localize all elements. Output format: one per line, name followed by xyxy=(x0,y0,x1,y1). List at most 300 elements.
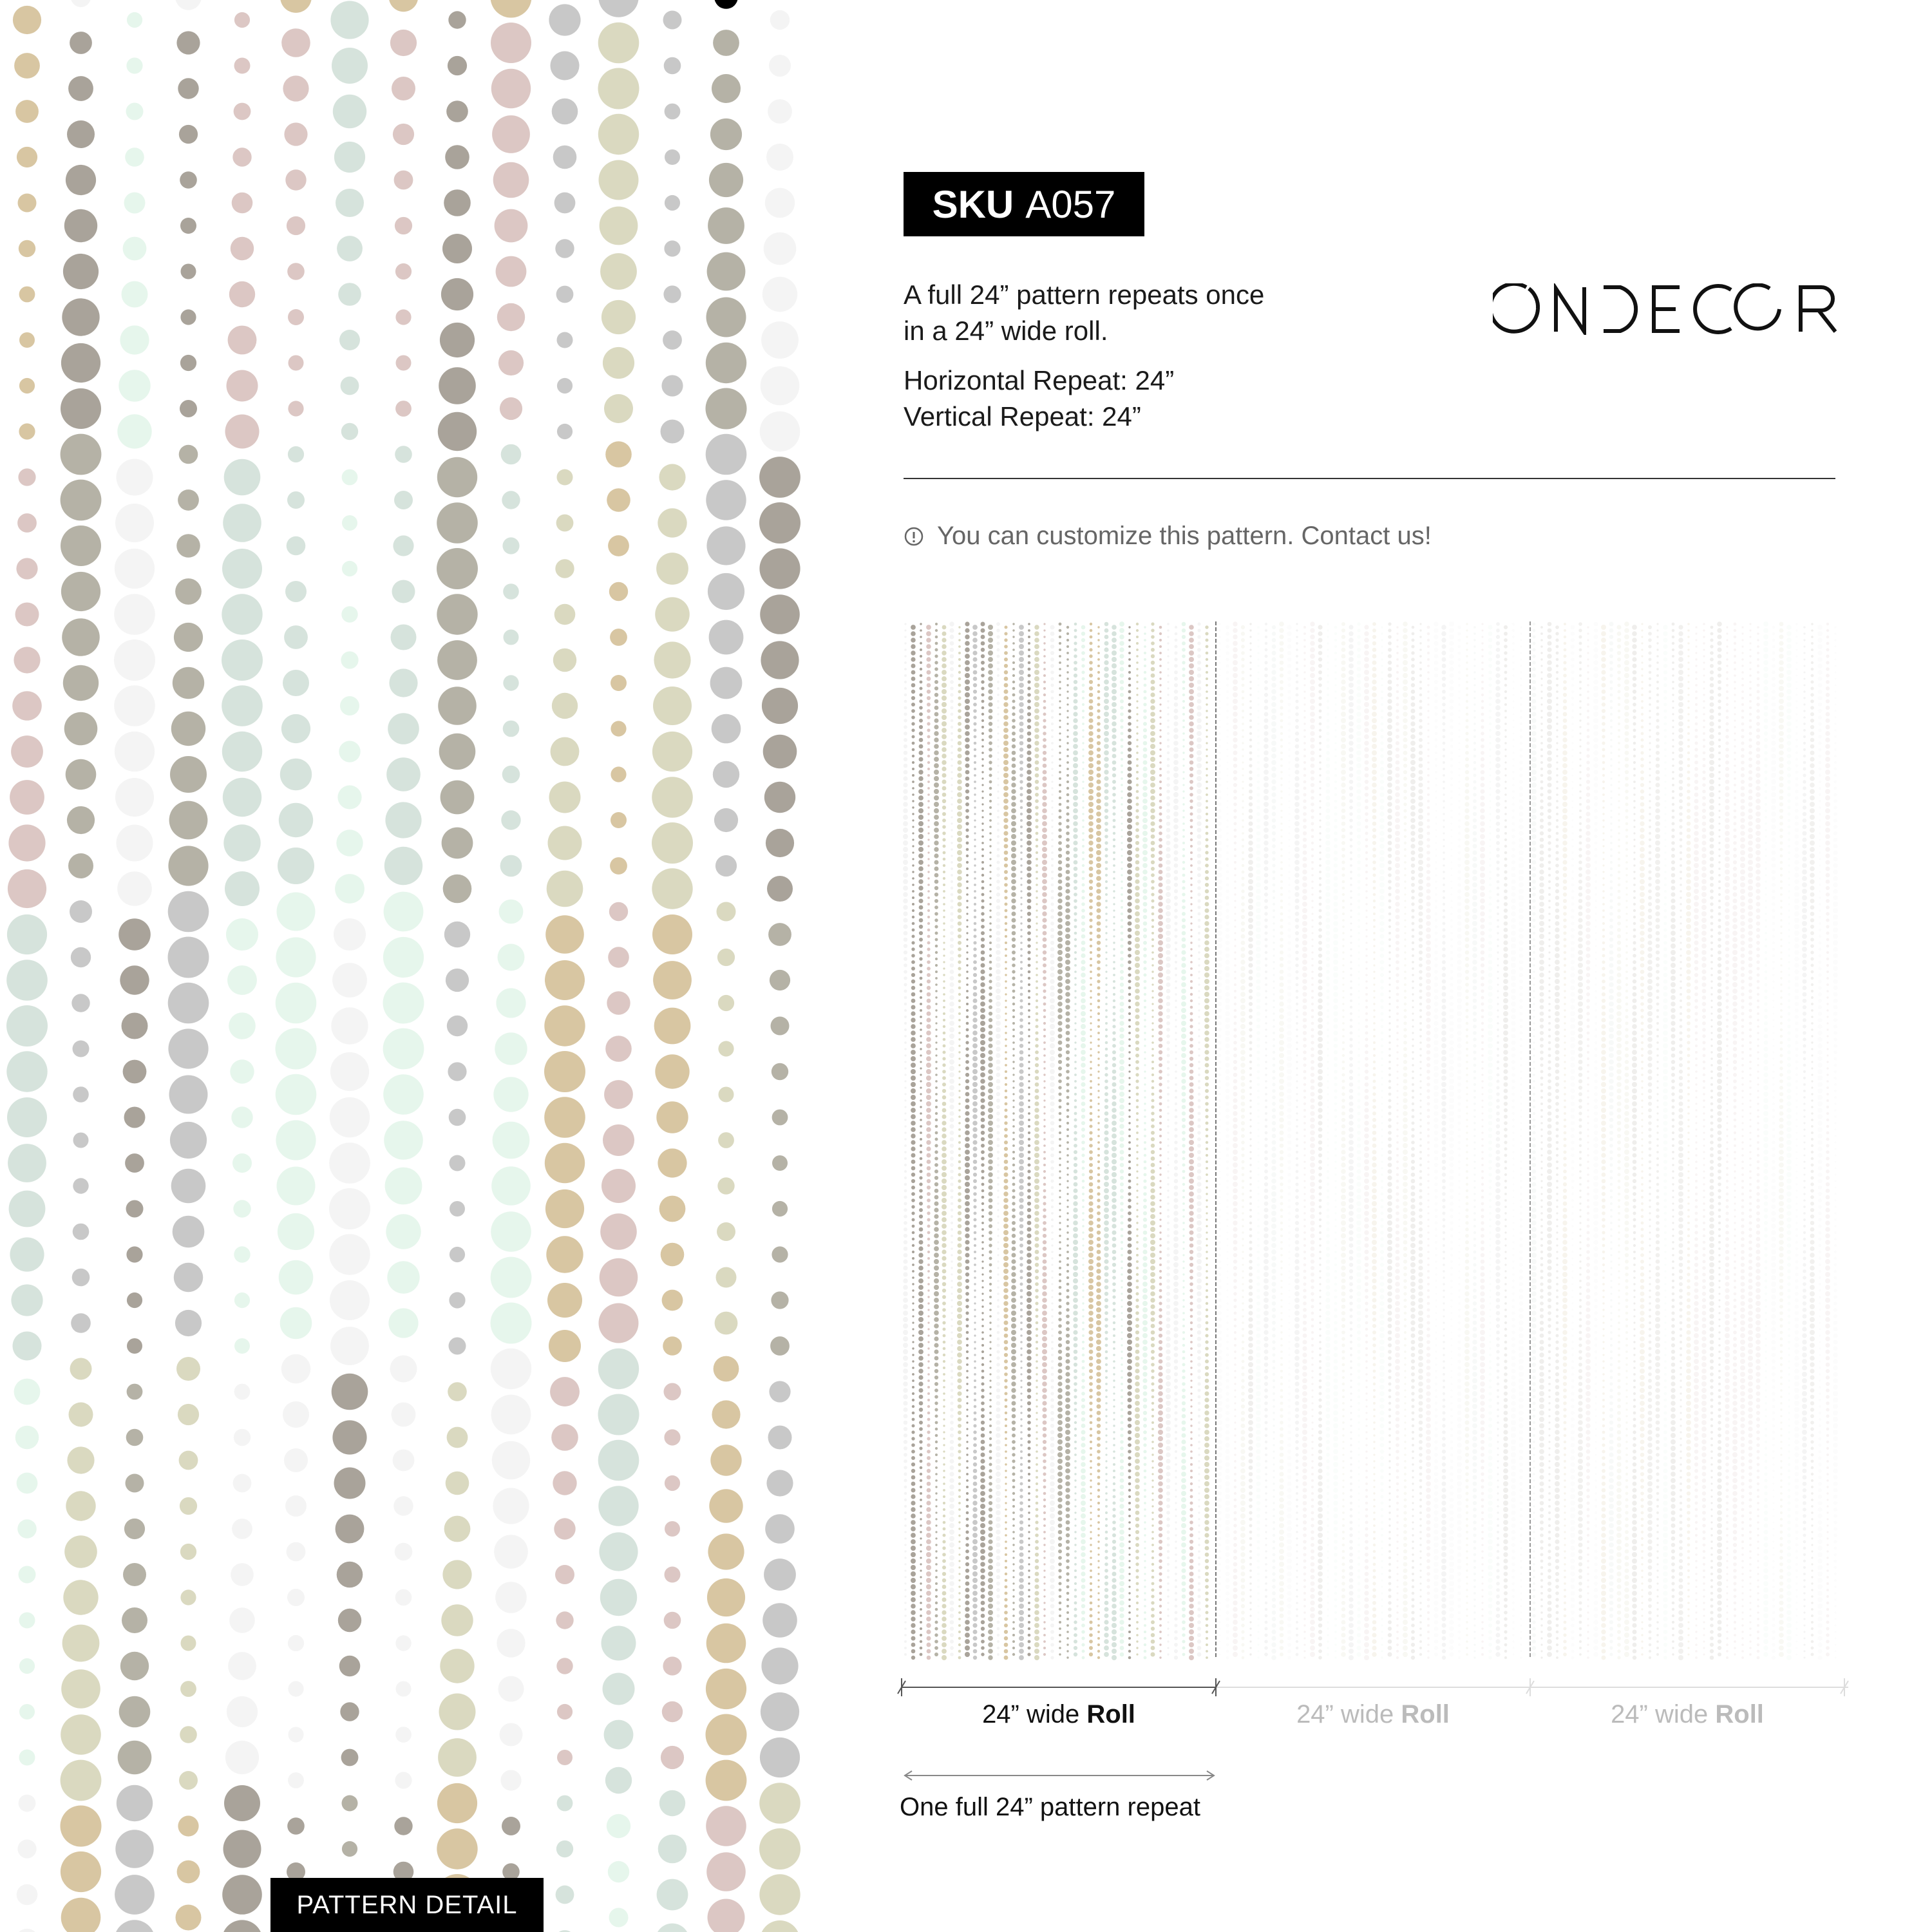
pattern-dot xyxy=(175,1310,202,1336)
roll-width-measure xyxy=(895,1674,1855,1700)
pattern-dot xyxy=(118,370,150,401)
pattern-dot xyxy=(63,665,99,701)
pattern-dot xyxy=(656,553,688,585)
pattern-dot xyxy=(394,171,413,190)
pattern-dot xyxy=(19,1704,35,1719)
pattern-dot xyxy=(766,144,793,171)
pattern-dot xyxy=(544,1097,585,1138)
ondecor-logo xyxy=(1493,283,1837,335)
pattern-dot xyxy=(117,459,153,496)
pattern-dot xyxy=(340,1702,359,1721)
pattern-dot xyxy=(284,625,308,649)
pattern-dot xyxy=(69,1403,93,1427)
pattern-dot xyxy=(179,445,198,464)
pattern-dot xyxy=(169,801,208,840)
pattern-dot xyxy=(706,434,747,475)
pattern-dot xyxy=(61,1898,101,1932)
pattern-dot xyxy=(607,488,630,512)
pattern-dot xyxy=(70,900,92,923)
pattern-dot xyxy=(19,1613,35,1629)
pattern-dot xyxy=(178,1815,198,1836)
pattern-dot xyxy=(761,366,800,406)
pattern-dot xyxy=(176,1905,202,1931)
pattern-dot xyxy=(168,937,209,978)
pattern-dot xyxy=(61,434,102,475)
pattern-dot xyxy=(169,1075,208,1114)
pattern-dot xyxy=(337,236,363,261)
pattern-dot xyxy=(438,687,477,725)
pattern-dot xyxy=(14,53,40,79)
pattern-dot xyxy=(72,1269,90,1287)
pattern-dot xyxy=(446,969,469,992)
pattern-dot xyxy=(234,1384,251,1400)
pattern-dot xyxy=(450,1155,466,1171)
pattern-dot xyxy=(67,1446,94,1473)
pattern-dot xyxy=(330,1280,370,1320)
pattern-dot xyxy=(234,1246,250,1262)
pattern-dot xyxy=(114,1920,155,1932)
pattern-dot xyxy=(554,1518,575,1539)
pattern-dot xyxy=(231,1106,252,1128)
pattern-dot xyxy=(449,1109,466,1126)
pattern-dot xyxy=(115,1875,155,1915)
pattern-dot xyxy=(66,1491,95,1520)
pattern-dot xyxy=(437,1783,477,1823)
pattern-dot xyxy=(556,515,574,532)
pattern-dot xyxy=(180,1726,197,1743)
pattern-dot xyxy=(174,623,203,652)
pattern-dot xyxy=(654,1008,691,1045)
pattern-dot xyxy=(15,100,39,123)
pattern-dot xyxy=(710,118,742,150)
pattern-dot xyxy=(287,1542,306,1562)
pattern-dot xyxy=(762,277,797,312)
pattern-dot xyxy=(556,1658,573,1674)
pattern-dot xyxy=(555,559,574,578)
pattern-dot xyxy=(605,1036,632,1062)
roll-label-1: 24” wide Roll xyxy=(902,1700,1216,1729)
pattern-dot xyxy=(442,1560,471,1589)
pattern-dot xyxy=(120,1652,149,1680)
pattern-dot xyxy=(288,446,304,462)
pattern-dot xyxy=(653,687,692,725)
pattern-dot xyxy=(440,781,475,815)
pattern-dot xyxy=(491,1303,532,1344)
pattern-dot xyxy=(287,1817,305,1835)
pattern-dot xyxy=(288,309,304,325)
pattern-dot xyxy=(62,298,99,336)
pattern-dot xyxy=(439,367,476,404)
pattern-dot xyxy=(19,378,35,393)
pattern-dot xyxy=(392,1403,416,1427)
pattern-dot xyxy=(497,1629,525,1657)
pattern-dot xyxy=(277,893,316,931)
pattern-dot xyxy=(115,732,155,772)
pattern-dot xyxy=(17,147,37,167)
pattern-dot xyxy=(444,189,471,216)
pattern-dot xyxy=(438,1738,477,1777)
pattern-dot xyxy=(123,1563,146,1586)
pattern-dot xyxy=(715,1312,738,1335)
pattern-dot xyxy=(279,1260,314,1295)
pattern-dot xyxy=(222,549,262,589)
pattern-dot xyxy=(761,1692,799,1731)
pattern-dot xyxy=(337,785,361,809)
pattern-dot xyxy=(552,99,578,125)
pattern-dot xyxy=(600,1213,637,1250)
pattern-dot xyxy=(709,1489,743,1522)
pattern-dot xyxy=(383,1028,424,1070)
pattern-dot xyxy=(73,1133,89,1148)
pattern-dot xyxy=(341,423,358,440)
pattern-dot xyxy=(288,1681,303,1696)
pattern-dot xyxy=(232,193,253,214)
pattern-dot xyxy=(336,189,364,217)
pattern-dot xyxy=(551,737,580,766)
pattern-dot xyxy=(395,309,411,325)
pattern-dot xyxy=(762,688,798,724)
pattern-dot xyxy=(233,1474,252,1493)
pattern-dot xyxy=(556,1841,573,1857)
pattern-dot xyxy=(598,1486,638,1526)
pattern-dot xyxy=(335,874,365,904)
pattern-dot xyxy=(438,412,477,451)
pattern-dot xyxy=(600,1258,638,1297)
pattern-dot xyxy=(229,1012,256,1039)
pattern-dot xyxy=(170,1122,207,1159)
sku-key: SKU xyxy=(933,182,1014,227)
pattern-dot xyxy=(549,782,581,813)
pattern-dot xyxy=(767,876,793,902)
pattern-dot xyxy=(500,1770,521,1790)
pattern-dot xyxy=(551,1424,578,1451)
pattern-dot xyxy=(340,696,359,715)
pattern-dot xyxy=(556,1886,574,1904)
pattern-dot xyxy=(122,281,148,308)
pattern-dot xyxy=(127,1338,142,1354)
pattern-dot xyxy=(717,1177,734,1194)
pattern-dot xyxy=(392,580,415,603)
pattern-dot xyxy=(708,207,744,244)
pattern-dot xyxy=(498,944,525,971)
pattern-dot xyxy=(223,1830,261,1868)
pattern-dot xyxy=(71,947,91,967)
pattern-dot xyxy=(336,1515,365,1544)
pattern-dot xyxy=(332,1374,368,1410)
pattern-dot xyxy=(718,1041,734,1056)
pattern-dot xyxy=(180,1544,196,1560)
pattern-dot xyxy=(769,1381,790,1402)
pattern-dot xyxy=(661,1243,685,1267)
pattern-dot xyxy=(445,145,469,169)
pattern-dot xyxy=(225,415,260,449)
pattern-dot xyxy=(449,1338,466,1355)
pattern-dot xyxy=(601,300,636,334)
pattern-dot xyxy=(557,1704,573,1719)
pattern-dot xyxy=(652,822,693,864)
pattern-dot xyxy=(6,960,48,1001)
pattern-dot xyxy=(127,1384,143,1400)
pattern-dot xyxy=(179,1771,198,1790)
pattern-dot xyxy=(706,1714,747,1756)
pattern-dot xyxy=(115,1830,153,1868)
pattern-dot xyxy=(718,1132,734,1148)
pattern-dot xyxy=(383,983,424,1024)
pattern-dot xyxy=(114,685,155,726)
pattern-dot xyxy=(174,1263,203,1292)
pattern-dot xyxy=(603,1124,634,1156)
pattern-dot xyxy=(498,1676,524,1702)
pattern-dot xyxy=(665,1475,680,1491)
pattern-dot xyxy=(393,124,414,145)
pattern-dot xyxy=(393,1450,415,1472)
pattern-dot xyxy=(73,1041,90,1057)
pattern-dot xyxy=(662,1290,683,1311)
pattern-dot xyxy=(334,1468,366,1499)
pattern-dot xyxy=(71,0,91,7)
pattern-dot xyxy=(124,1107,146,1128)
pattern-dot xyxy=(181,264,196,279)
pattern-dot xyxy=(655,1054,689,1088)
pattern-dot xyxy=(491,69,531,108)
pattern-dot xyxy=(706,1852,746,1891)
pattern-dot xyxy=(126,1429,144,1446)
pattern-dot xyxy=(61,526,101,566)
pattern-dot xyxy=(338,283,361,306)
repeat-specs xyxy=(904,363,1354,435)
pattern-dot xyxy=(599,1532,638,1571)
pattern-dot xyxy=(500,1723,523,1747)
pattern-dot xyxy=(772,1110,788,1126)
pattern-dot xyxy=(16,558,37,579)
pattern-dot xyxy=(342,469,358,486)
pattern-dot xyxy=(662,1701,683,1722)
pattern-dot xyxy=(665,1567,681,1583)
pattern-dot xyxy=(73,1224,90,1240)
pattern-dot xyxy=(284,1448,308,1472)
pattern-dot xyxy=(448,56,467,75)
pattern-dot xyxy=(611,812,627,828)
pattern-dot xyxy=(127,12,142,28)
pattern-dot xyxy=(658,1835,687,1864)
pattern-dot xyxy=(442,828,473,859)
pattern-dot xyxy=(763,735,797,769)
pattern-dot xyxy=(394,491,413,509)
pattern-dot xyxy=(339,741,360,762)
pattern-dot xyxy=(117,414,151,448)
pattern-dot xyxy=(64,209,97,242)
pattern-dot xyxy=(501,444,522,465)
roll-1 xyxy=(903,621,1209,1660)
pattern-dot xyxy=(228,326,257,355)
pattern-dot xyxy=(665,104,681,120)
pattern-dot xyxy=(437,502,478,544)
pattern-dot xyxy=(762,1603,797,1638)
pattern-dot xyxy=(491,1395,531,1435)
pattern-dot xyxy=(663,285,681,303)
pattern-dot xyxy=(15,1426,39,1450)
horizontal-repeat: Horizontal Repeat: 24” xyxy=(904,363,1354,399)
pattern-dot xyxy=(610,629,627,646)
pattern-dot xyxy=(600,1579,637,1616)
pattern-dot xyxy=(607,991,630,1014)
pattern-dot xyxy=(280,0,312,13)
pattern-dot xyxy=(124,1519,145,1539)
pattern-dot xyxy=(760,412,800,452)
pattern-dot xyxy=(117,871,152,906)
pattern-dot xyxy=(717,902,736,922)
pattern-dot xyxy=(760,594,800,634)
pattern-dot xyxy=(394,1817,412,1835)
pattern-dot xyxy=(8,824,45,861)
customize-note[interactable] xyxy=(904,522,1432,551)
pattern-dot xyxy=(278,1213,314,1250)
pattern-dot xyxy=(652,914,692,954)
pattern-dot xyxy=(709,620,744,655)
pattern-dot xyxy=(114,639,155,681)
pattern-dot xyxy=(658,508,687,537)
pattern-dot xyxy=(396,355,412,371)
pattern-dot xyxy=(334,142,365,173)
pattern-dot xyxy=(502,1817,520,1835)
pattern-dot xyxy=(384,892,424,932)
pattern-dot xyxy=(227,370,258,402)
pattern-dot xyxy=(491,1349,531,1389)
pattern-dot xyxy=(386,757,421,791)
pattern-dot xyxy=(384,1121,423,1160)
pattern-dot xyxy=(173,667,204,699)
pattern-dot xyxy=(386,1214,421,1249)
pattern-dot xyxy=(772,1246,788,1262)
pattern-dot xyxy=(496,988,526,1018)
pattern-dot xyxy=(444,922,470,947)
pattern-dot xyxy=(122,1607,147,1633)
pattern-dot xyxy=(549,4,580,35)
pattern-dot xyxy=(598,1349,639,1389)
pattern-dot xyxy=(395,1635,411,1651)
pattern-dot xyxy=(19,1795,36,1812)
pattern-detail-label: PATTERN DETAIL xyxy=(270,1878,544,1932)
pattern-dot xyxy=(557,332,573,348)
pattern-dot xyxy=(553,649,576,672)
pattern-dot xyxy=(447,1427,468,1448)
pattern-dot xyxy=(395,217,412,234)
pattern-dot xyxy=(443,875,472,904)
pattern-dot xyxy=(234,58,251,74)
pattern-dot xyxy=(494,1535,528,1569)
pattern-dot xyxy=(181,1636,196,1651)
pattern-dot xyxy=(714,808,738,832)
pattern-dot xyxy=(223,778,261,817)
pattern-dot xyxy=(122,1013,148,1039)
pattern-dot xyxy=(330,1097,370,1137)
pattern-dot xyxy=(387,1261,419,1293)
pattern-dot xyxy=(127,1293,142,1308)
pattern-dot xyxy=(706,388,747,430)
pattern-dot xyxy=(389,668,417,697)
pattern-dot xyxy=(665,149,680,165)
pattern-dot xyxy=(228,1652,256,1680)
pattern-dot xyxy=(760,1738,800,1777)
pattern-dot xyxy=(19,332,35,348)
pattern-dot xyxy=(396,1681,412,1697)
pattern-dot xyxy=(500,397,522,420)
pattern-dot xyxy=(605,1767,632,1794)
pattern-dot xyxy=(283,1401,309,1428)
pattern-dot xyxy=(491,0,532,18)
pattern-dot xyxy=(764,1558,796,1591)
pattern-dot xyxy=(118,1741,152,1775)
pattern-dot xyxy=(556,286,574,303)
pattern-dot xyxy=(14,1379,41,1405)
pattern-dot xyxy=(15,1929,39,1932)
pattern-dot xyxy=(14,647,40,673)
pattern-dot xyxy=(439,1694,476,1730)
pattern-dot xyxy=(225,871,260,906)
pattern-dot xyxy=(657,1879,688,1911)
pattern-dot xyxy=(18,194,37,213)
pattern-dot xyxy=(605,441,632,468)
pattern-dot xyxy=(179,1451,198,1470)
pattern-dot xyxy=(759,502,800,544)
pattern-dot xyxy=(61,1760,102,1801)
pattern-dot xyxy=(8,1144,46,1182)
pattern-dot xyxy=(439,734,476,770)
pattern-dot xyxy=(442,234,472,263)
pattern-dot xyxy=(503,721,520,737)
pattern-dot xyxy=(232,1519,252,1539)
pattern-dot xyxy=(229,1607,255,1633)
pattern-dot xyxy=(710,1444,741,1475)
pattern-dot xyxy=(598,68,639,109)
pattern-dot xyxy=(341,1749,359,1766)
pattern-dot xyxy=(17,1884,38,1906)
pattern-dot xyxy=(123,1060,147,1084)
pattern-dot xyxy=(329,1188,370,1229)
pattern-dot xyxy=(283,670,309,696)
pattern-dot xyxy=(708,573,744,610)
pattern-dot xyxy=(712,714,741,744)
roll-3 xyxy=(1531,621,1838,1660)
pattern-dot xyxy=(661,420,685,444)
pattern-dot xyxy=(706,1624,746,1663)
pattern-dot xyxy=(71,1313,91,1333)
pattern-dot xyxy=(287,491,305,509)
pattern-dot xyxy=(449,1292,465,1308)
pattern-dot xyxy=(13,1332,42,1361)
pattern-dot xyxy=(222,1875,262,1915)
pattern-dot xyxy=(232,147,251,166)
pattern-dot xyxy=(279,803,313,837)
pattern-dot xyxy=(222,639,263,681)
pattern-dot xyxy=(608,535,629,556)
pattern-dot xyxy=(389,0,418,12)
roll-preview-graphic xyxy=(902,621,1842,1665)
pattern-dot xyxy=(61,480,102,521)
pattern-dot xyxy=(288,401,303,416)
pattern-dot xyxy=(288,1772,304,1788)
pattern-dot xyxy=(285,169,306,190)
pattern-dot xyxy=(601,1169,636,1203)
pattern-dot xyxy=(663,1656,681,1675)
pattern-dot xyxy=(766,829,794,857)
pattern-dot xyxy=(176,31,200,54)
pattern-dot xyxy=(664,1429,680,1445)
pattern-dot xyxy=(654,641,690,678)
pattern-dot xyxy=(168,846,208,886)
pattern-dot xyxy=(276,937,316,977)
pattern-dot xyxy=(125,1153,144,1173)
